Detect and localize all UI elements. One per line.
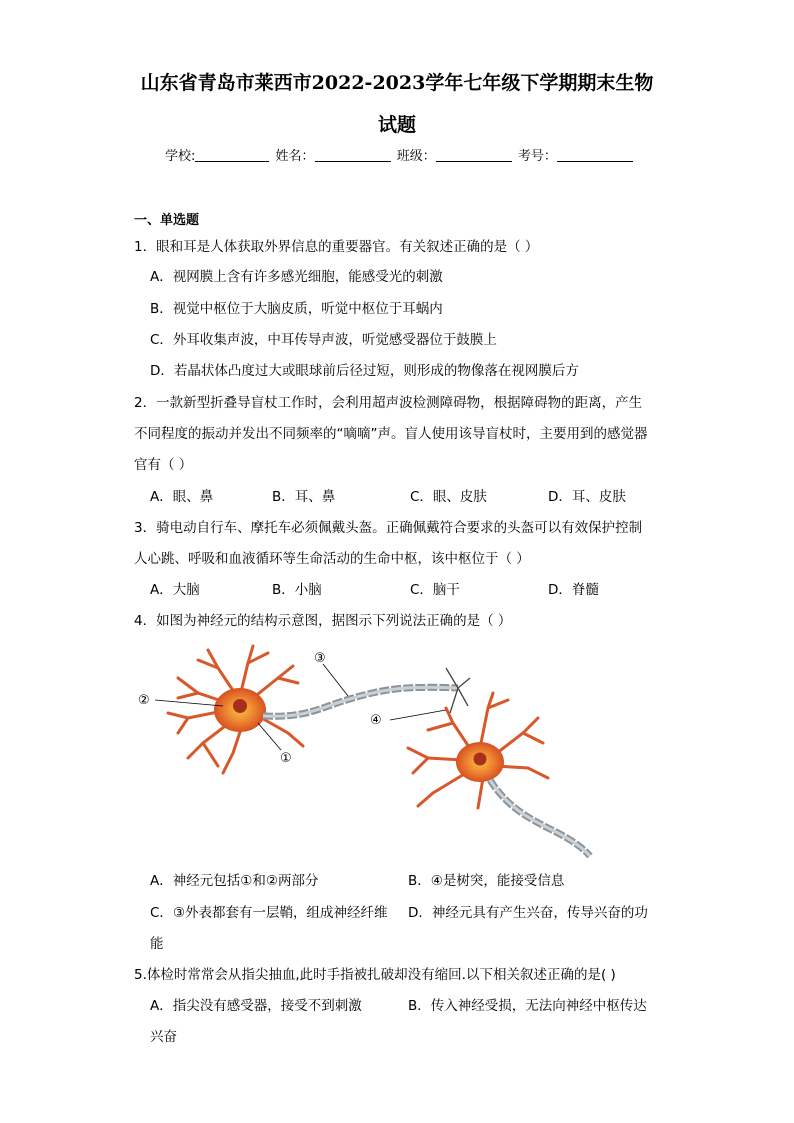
q2-stem-line2: 不同程度的振动并发出不同频率的“嘀嘀”声。盲人使用该导盲杖时，主要用到的感觉器 [134, 426, 648, 442]
neuron-diagram [128, 638, 598, 858]
class-label: 班级： [396, 149, 436, 164]
q4-option-a[interactable]: A．神经元包括①和②两部分 [150, 873, 319, 889]
student-info-row [165, 145, 635, 164]
q2-stem-line1: 2．一款新型折叠导盲杖工作时，会利用超声波检测障碍物，根据障碍物的距离，产生 [134, 395, 643, 411]
q3-stem-line2: 人心跳、呼吸和血液循环等生命活动的生命中枢，该中枢位于（ ） [134, 551, 530, 567]
q2-option-d[interactable]: D．耳、皮肤 [548, 489, 626, 505]
q3-option-d[interactable]: D．脊髓 [548, 582, 599, 598]
q2-option-a[interactable]: A．眼、鼻 [150, 489, 214, 505]
q5-stem: 5.体检时常常会从指尖抽血,此时手指被扎破却没有缩回.以下相关叙述正确的是( ) [134, 967, 616, 983]
q1-option-d[interactable]: D．若晶状体凸度过大或眼球前后径过短，则形成的物像落在视网膜后方 [150, 363, 579, 379]
q1-stem: 1．眼和耳是人体获取外界信息的重要器官。有关叙述正确的是（ ） [134, 239, 539, 255]
q4-stem: 4．如图为神经元的结构示意图，据图示下列说法正确的是（ ） [134, 613, 512, 629]
q4-option-c[interactable]: C．③外表都套有一层鞘，组成神经纤维 [150, 905, 388, 921]
q4-option-d-line1[interactable]: D．神经元具有产生兴奋，传导兴奋的功 [408, 905, 648, 921]
q1-option-a[interactable]: A．视网膜上含有许多感光细胞，能感受光的刺激 [150, 269, 443, 285]
exam-title-line1: 山东省青岛市莱西市2022-2023学年七年级下学期期末生物 [140, 72, 654, 94]
q3-option-c[interactable]: C．脑干 [410, 582, 460, 598]
school-blank[interactable] [195, 149, 269, 162]
neuron1-axon [263, 687, 458, 716]
q5-option-b-line1[interactable]: B．传入神经受损，无法向神经中枢传达 [408, 998, 647, 1014]
label-1: ① [280, 751, 292, 766]
q5-option-b-line2: 兴奋 [150, 1029, 177, 1045]
exam-no-label: 考号： [517, 149, 557, 164]
school-label: 学校: [165, 149, 196, 164]
q2-option-b[interactable]: B．耳、鼻 [272, 489, 336, 505]
axon-terminals [446, 668, 470, 713]
class-blank[interactable] [436, 149, 512, 162]
q2-option-c[interactable]: C．眼、皮肤 [410, 489, 487, 505]
label-3: ③ [314, 651, 326, 666]
neuron1-nucleus [233, 699, 247, 713]
q2-stem-line3: 官有（ ） [134, 457, 193, 473]
section-heading: 一、单选题 [134, 213, 200, 228]
name-label: 姓名： [275, 149, 315, 164]
exam-no-blank[interactable] [557, 149, 633, 162]
q5-option-a[interactable]: A．指尖没有感受器，接受不到刺激 [150, 998, 362, 1014]
q1-option-b[interactable]: B．视觉中枢位于大脑皮质，听觉中枢位于耳蜗内 [150, 301, 443, 317]
name-blank[interactable] [315, 149, 391, 162]
label-4: ④ [370, 713, 382, 728]
q3-option-a[interactable]: A．大脑 [150, 582, 200, 598]
q4-option-b[interactable]: B．④是树突，能接受信息 [408, 873, 565, 889]
exam-title-line2: 试题 [377, 114, 416, 136]
q4-option-d-line2: 能 [150, 936, 164, 952]
label-2: ② [138, 693, 150, 708]
q3-option-b[interactable]: B．小脑 [272, 582, 322, 598]
q1-option-c[interactable]: C．外耳收集声波，中耳传导声波，听觉感受器位于鼓膜上 [150, 332, 497, 348]
neuron2-nucleus [474, 753, 487, 766]
q3-stem-line1: 3．骑电动自行车、摩托车必须佩戴头盔。正确佩戴符合要求的头盔可以有效保护控制 [134, 520, 643, 536]
